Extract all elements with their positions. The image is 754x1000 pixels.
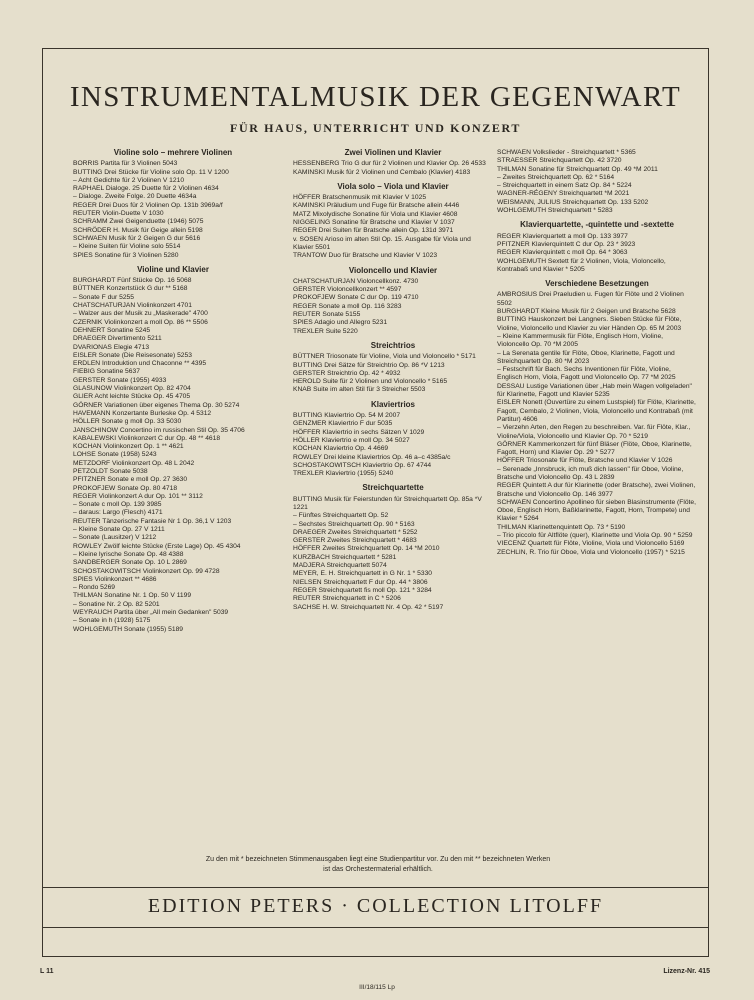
publisher-banner: EDITION PETERS · COLLECTION LITOLFF xyxy=(147,895,604,917)
catalog-entry: HAVEMANN Konzertante Burleske Op. 4 5312 xyxy=(73,409,212,417)
catalog-entry: SCHRÖDER H. Musik für Geige allein 5198 xyxy=(73,226,203,234)
catalog-entry: THILMAN Sonatine für Streichquartett Op. 49 *M 2011 xyxy=(497,165,658,173)
divider-top xyxy=(43,887,708,888)
catalog-entry: SCHWAEN Concertino Apollineo für sieben Blasinstrumente (Flöte, Oboe, Englisch Horn, Baßklarinette, Fagott, Horn, Trompete) und Klavier * 5264 xyxy=(497,498,696,523)
section-heading: Streichquartette xyxy=(362,483,424,493)
catalog-entry: HÖFFER Klaviertrio in sechs Sätzen V 1029 xyxy=(293,428,425,436)
catalog-entry: GENZMER Klaviertrio F dur 5035 xyxy=(293,420,393,428)
catalog-entry: REGER Violinkonzert A dur Op. 101 ** 3112 xyxy=(73,492,203,500)
license-number: Lizenz-Nr. 415 xyxy=(663,968,710,975)
section-heading: Violine solo – mehrere Violinen xyxy=(113,148,233,157)
catalog-entry: BURGHARDT Kleine Musik für 2 Geigen und Bratsche 5628 xyxy=(497,308,676,316)
catalog-entry: THILMAN Sonatine Nr. 1 Op. 50 V 1199 xyxy=(73,592,192,600)
catalog-entry: HÖFFER Zweites Streichquartett Op. 14 *M 2010 xyxy=(293,545,440,553)
catalog-entry: REGER Streichquartett fis moll Op. 121 * 3284 xyxy=(293,586,432,594)
catalog-entry: THILMAN Klarinettenquintett Op. 73 * 5190 xyxy=(497,523,626,531)
section-heading: Klavierquartette, -quintette und -sextette xyxy=(520,220,674,230)
catalog-entry: BUTTING Drei Sätze für Streichtrio Op. 86 *V 1213 xyxy=(293,361,445,369)
catalog-entry: PROKOFJEW Sonate Op. 80 4718 xyxy=(73,484,178,492)
catalog-entry: GERSTER Sonate (1955) 4933 xyxy=(73,376,167,384)
catalog-entry: SPIES Adagio und Allegro 5231 xyxy=(293,319,388,327)
catalog-entry: – Sonate c moll Op. 139 3985 xyxy=(73,501,162,509)
catalog-entry: – Walzer aus der Musik zu „Maskerade" 4700 xyxy=(73,310,208,318)
catalog-entry: LOHSE Sonate (1958) 5243 xyxy=(73,451,157,459)
catalog-entry: GERSTER Zweites Streichquartett * 4683 xyxy=(293,537,417,545)
catalog-entry: BÜTTNER Konzertstück G dur ** 5168 xyxy=(73,285,188,293)
catalog-entry: STRAESSER Streichquartett Op. 42 3720 xyxy=(497,157,622,165)
catalog-entry: AMBROSIUS Drei Praeludien u. Fugen für Flöte und 2 Violinen 5502 xyxy=(497,291,684,307)
catalog-entry: EISLER Sonate (Die Reisesonate) 5253 xyxy=(73,351,192,359)
catalog-entry: – Dialoge. Zweite Folge. 20 Duette 4634a xyxy=(73,193,197,201)
catalog-entry: CHATSCHATURJAN Violinkonzert 4701 xyxy=(73,302,192,310)
catalog-entry: – Fünftes Streichquartett Op. 52 xyxy=(293,512,389,520)
catalog-entry: MADJERA Streichquartett 5074 xyxy=(293,562,387,570)
catalog-entry: HÖLLER Sonate g moll Op. 33 5030 xyxy=(73,418,182,426)
catalog-entry: REGER Drei Suiten für Bratsche allein Op. 131d 3971 xyxy=(293,227,454,235)
section-heading: Zwei Violinen und Klavier xyxy=(344,148,442,157)
catalog-entry: GLASUNOW Violinkonzert Op. 82 4704 xyxy=(73,385,191,393)
catalog-entry: DESSAU Lustige Variationen über „Hab mein Wagen vollgeladen" für Klarinette, Fagott und Klavier 5235 xyxy=(497,382,692,399)
catalog-entry: DRAEGER Divertimento 5211 xyxy=(73,335,162,343)
footnote-line-2: ist das Orchestermaterial erhältlich. xyxy=(323,866,433,873)
footnote xyxy=(83,855,673,875)
catalog-entry: – Sonate (Lausitzer) V 1212 xyxy=(73,534,157,542)
catalog-column-right xyxy=(497,149,697,557)
catalog-entry: WOHLGEMUTH Sextett für 2 Violinen, Viola, Violoncello, Kontrabaß und Klavier * 5205 xyxy=(497,257,666,273)
catalog-entry: KAMINSKI Präludium und Fuge für Bratsche allein 4446 xyxy=(293,202,460,210)
catalog-entry: BUTTING Klaviertrio Op. 54 M 2007 xyxy=(293,412,401,420)
catalog-entry: KAMINSKI Musik für 2 Violinen und Cembalo (Klavier) 4183 xyxy=(293,168,471,176)
catalog-entry: ROWLEY Zwölf leichte Stücke (Erste Lage) Op. 45 4304 xyxy=(73,542,241,550)
catalog-entry: DRAEGER Zweites Streichquartett * 5252 xyxy=(293,528,418,536)
catalog-entry: HESSENBERG Trio G dur für 2 Violinen und Klavier Op. 26 4533 xyxy=(293,160,486,168)
catalog-entry: NIELSEN Streichquartett F dur Op. 44 * 3806 xyxy=(293,578,428,586)
catalog-entry: – Sonate F dur 5255 xyxy=(73,293,134,301)
catalog-entry: – Serenade „Innsbruck, ich muß dich lassen" für Oboe, Violine, Bratsche und Violoncello Op. 43 L 2839 xyxy=(497,465,684,481)
page-subtitle: FÜR HAUS, UNTERRICHT UND KONZERT xyxy=(230,121,521,135)
catalog-entry: REUTER Tänzerische Fantasie Nr 1 Op. 36,1 V 1203 xyxy=(73,517,232,525)
catalog-entry: SCHOSTAKOWITSCH Violinkonzert Op. 99 4728 xyxy=(73,567,220,575)
catalog-entry: REGER Sonate a moll Op. 116 3283 xyxy=(293,302,402,310)
catalog-entry: KOCHAN Violinkonzert Op. 1 ** 4621 xyxy=(73,443,184,451)
catalog-entry: REGER Quintett A dur für Klarinette (oder Bratsche), zwei Violinen, Bratsche und Violoncello Op. 146 3977 xyxy=(497,482,696,498)
catalog-entry: – Sechstes Streichquartett Op. 90 * 5163 xyxy=(293,520,415,528)
catalog-entry: – Kleine Sonate Op. 27 V 1211 xyxy=(73,526,165,534)
catalog-entry: SCHWAEN Volkslieder - Streichquartett * 5365 xyxy=(497,149,636,156)
catalog-entry: VIECENZ Quartett für Flöte, Violine, Viola und Violoncello 5169 xyxy=(497,540,685,548)
catalog-entry: PFITZNER Klavierquintett C dur Op. 23 * 3923 xyxy=(497,240,636,248)
page-frame xyxy=(42,48,709,957)
catalog-entry: PFITZNER Sonate e moll Op. 27 3630 xyxy=(73,476,188,484)
catalog-entry: GERSTER Violoncellkonzert ** 4597 xyxy=(293,286,402,294)
catalog-entry: BUTTING Hauskonzert bei Langners. Sieben Stücke für Flöte, Violine, Violoncello und Klavier zu vier Händen Op. 65 M 2003 xyxy=(497,316,682,332)
catalog-entry: WAGNER-RÉGENY Streichquartett *M 2021 xyxy=(497,190,630,198)
catalog-entry: BUTTING Musik für Feierstunden für Streichquartett Op. 85a *V 1221 xyxy=(293,495,482,511)
print-code: III/18/115 Lp xyxy=(359,984,395,991)
catalog-entry: RAPHAEL Dialoge. 25 Duette für 2 Violinen 4634 xyxy=(73,185,219,193)
catalog-entry: HÖFFER Bratschenmusik mit Klavier V 1025 xyxy=(293,194,427,202)
catalog-entry: TRANTOW Duo für Bratsche und Klavier V 1023 xyxy=(293,252,438,260)
catalog-entry: SCHOSTAKOWITSCH Klaviertrio Op. 67 4744 xyxy=(293,461,432,469)
catalog-entry: SPIES Violinkonzert ** 4686 xyxy=(73,575,157,583)
catalog-column-middle xyxy=(293,149,493,612)
catalog-entry: REUTER Streichquartett in C * 5206 xyxy=(293,595,401,603)
catalog-entry: KABALEWSKI Violinkonzert C dur Op. 48 ** 4618 xyxy=(73,434,221,442)
section-heading: Klaviertrios xyxy=(370,399,416,409)
catalog-entry: GÖRNER Kammerkonzert für fünf Bläser (Flöte, Oboe, Klarinette, Fagott, Horn) und Klavier Op. 29 * 5277 xyxy=(497,440,692,457)
catalog-entry: NIGGELING Sonatine für Bratsche und Klavier V 1037 xyxy=(293,219,455,227)
catalog-entry: SACHSE H. W. Streichquartett Nr. 4 Op. 42 * 5197 xyxy=(293,603,444,611)
catalog-entry: DVARIONAS Elegie 4713 xyxy=(73,343,150,351)
catalog-entry: – Kleine lyrische Sonate Op. 48 4388 xyxy=(73,550,184,558)
catalog-entry: CHATSCHATURJAN Violoncellkonz. 4730 xyxy=(293,277,419,285)
catalog-entry: CZERNIK Violinkonzert a moll Op. 86 ** 5506 xyxy=(73,318,208,326)
catalog-entry: HEROLD Suite für 2 Violinen und Violoncello * 5165 xyxy=(293,378,448,386)
footnote-line-1: Zu den mit * bezeichneten Stimmenausgaben liegt eine Studienpartitur vor. Zu den mit ** bezeichneten Werken xyxy=(205,856,551,863)
catalog-entry: – Sonatine Nr. 2 Op. 82 5201 xyxy=(73,600,160,608)
catalog-entry: REUTER Violin-Duette V 1030 xyxy=(73,210,164,218)
catalog-entry: – Zweites Streichquartett Op. 62 * 5164 xyxy=(497,173,615,181)
catalog-entry: BÜTTNER Triosonate für Violine, Viola und Violoncello * 5171 xyxy=(293,353,476,361)
catalog-entry: SANDBERGER Sonate Op. 10 L 2869 xyxy=(73,559,187,567)
catalog-entry: WEISMANN, JULIUS Streichquartett Op. 133 5202 xyxy=(497,198,649,206)
section-heading: Verschiedene Besetzungen xyxy=(545,279,649,289)
page-title: INSTRUMENTALMUSIK DER GEGENWART xyxy=(69,81,682,113)
catalog-column-left xyxy=(73,149,273,634)
section-heading: Violoncello und Klavier xyxy=(348,265,438,275)
catalog-entry: ROWLEY Drei kleine Klaviertrios Op. 46 a–c 4385a/c xyxy=(293,453,451,461)
catalog-entry: – Festschrift für Bach. Sechs Inventionen für Flöte, Violine, Englisch Horn, Viola, Fagott und Violoncello Op. 77 *M 2025 xyxy=(497,366,676,382)
catalog-entry: DEHNERT Sonatine 5245 xyxy=(73,326,151,334)
catalog-entry: – Kleine Suiten für Violine solo 5514 xyxy=(73,243,181,251)
catalog-entry: PROKOFJEW Sonate C dur Op. 119 4710 xyxy=(293,294,419,302)
divider-bottom xyxy=(43,927,708,928)
catalog-entry: REGER Drei Duos für 2 Violinen Op. 131b 3969a/f xyxy=(73,201,223,209)
section-heading: Streichtrios xyxy=(370,340,416,350)
catalog-code: L 11 xyxy=(40,968,54,975)
catalog-entry: KOCHAN Klaviertrio Op. 4 4669 xyxy=(293,445,389,453)
catalog-entry: – Trio piccolo für Altflöte (quer), Klarinette und Viola Op. 90 * 5259 xyxy=(497,532,693,540)
catalog-entry: MEYER, E. H. Streichquartett in G Nr. 1 * 5330 xyxy=(293,570,433,578)
catalog-entry: – daraus: Largo (Flesch) 4171 xyxy=(73,509,163,517)
section-heading: Violine und Klavier xyxy=(137,264,209,274)
catalog-entry: JANSCHINOW Concertino im russischen Stil Op. 35 4706 xyxy=(73,426,245,434)
catalog-entry: – La Serenata gentile für Flöte, Oboe, Klarinette, Fagott und Streichquartett Op. 80 *M 2023 xyxy=(497,349,675,365)
catalog-entry: WOHLGEMUTH Streichquartett * 5283 xyxy=(497,207,613,215)
catalog-entry: SCHWAEN Musik für 2 Geigen G dur 5616 xyxy=(73,234,201,242)
catalog-entry: REGER Klavierquartett a moll Op. 133 3977 xyxy=(497,232,628,240)
catalog-entry: KNAB Suite im alten Stil für 3 Streicher 5503 xyxy=(293,386,426,394)
catalog-entry: GERSTER Streichtrio Op. 42 * 4932 xyxy=(293,369,401,377)
catalog-entry: – Kleine Kammermusik für Flöte, Englisch Horn, Violine, Violoncello Op. 70 *M 2005 xyxy=(497,332,664,349)
catalog-entry: – Sonate in h (1928) 5175 xyxy=(73,617,151,625)
catalog-entry: BUTTING Drei Stücke für Violine solo Op. 11 V 1200 xyxy=(73,168,229,176)
catalog-entry: – Streichquartett in einem Satz Op. 84 * 5224 xyxy=(497,182,632,190)
catalog-entry: BORRIS Partita für 3 Violinen 5043 xyxy=(73,160,178,168)
catalog-entry: MATZ Mixolydische Sonatine für Viola und Klavier 4608 xyxy=(293,210,458,218)
catalog-entry: REUTER Sonate 5155 xyxy=(293,311,361,319)
catalog-entry: REGER Klavierquintett c moll Op. 64 * 3063 xyxy=(497,249,628,257)
catalog-entry: HÖLLER Klaviertrio e moll Op. 34 5027 xyxy=(293,436,410,444)
catalog-entry: ERDLEN Introduktion und Chaconne ** 4395 xyxy=(73,360,207,368)
catalog-entry: ZECHLIN, R. Trio für Oboe, Viola und Violoncello (1957) * 5215 xyxy=(497,548,685,556)
catalog-entry: SCHRAMM Zwei Geigenduette (1946) 5075 xyxy=(73,218,204,226)
catalog-entry: BURGHARDT Fünf Stücke Op. 16 5068 xyxy=(73,277,192,285)
catalog-entry: v. SOSEN Arioso im alten Stil Op. 15. Ausgabe für Viola und Klavier 5501 xyxy=(293,235,471,251)
catalog-entry: – Vierzehn Arten, den Regen zu beschreiben. Var. für Flöte, Klar., Violine/Viola, Violoncello und Klavier Op. 70 * 5219 xyxy=(497,424,691,440)
catalog-entry: TREXLER Klaviertrio (1955) 5240 xyxy=(293,470,394,478)
catalog-entry: METZDORF Violinkonzert Op. 48 L 2042 xyxy=(73,459,195,467)
catalog-entry: SPIES Sonatine für 3 Violinen 5280 xyxy=(73,251,179,259)
catalog-entry: EISLER Nonett (Ouvertüre zu einem Lustspiel) für Flöte, Klarinette, Fagott, Cembalo, 2 Violinen, Viola, Violoncello und Kontrabaß (mit Partitur) 4606 xyxy=(497,399,696,423)
catalog-entry: PETZOLDT Sonate 5038 xyxy=(73,467,148,475)
section-heading: Viola solo – Viola und Klavier xyxy=(337,181,449,191)
catalog-entry: HÖFFER Triosonate für Flöte, Bratsche und Klavier V 1026 xyxy=(497,457,673,465)
catalog-entry: GÖRNER Variationen über eigenes Thema Op. 30 5274 xyxy=(73,401,240,409)
catalog-entry: KURZBACH Streichquartett * 5281 xyxy=(293,553,397,561)
catalog-entry: – Rondo 5269 xyxy=(73,584,116,592)
catalog-entry: TREXLER Suite 5220 xyxy=(293,327,358,335)
catalog-entry: GLIER Acht leichte Stücke Op. 45 4705 xyxy=(73,393,191,401)
catalog-entry: WOHLGEMUTH Sonate (1955) 5189 xyxy=(73,625,184,633)
catalog-entry: WEYRAUCH Partita über „All mein Gedanken" 5039 xyxy=(73,609,229,617)
catalog-entry: – Acht Gedichte für 2 Violinen V 1210 xyxy=(73,176,185,184)
catalog-entry: FIEBIG Sonatine 5637 xyxy=(73,368,140,376)
